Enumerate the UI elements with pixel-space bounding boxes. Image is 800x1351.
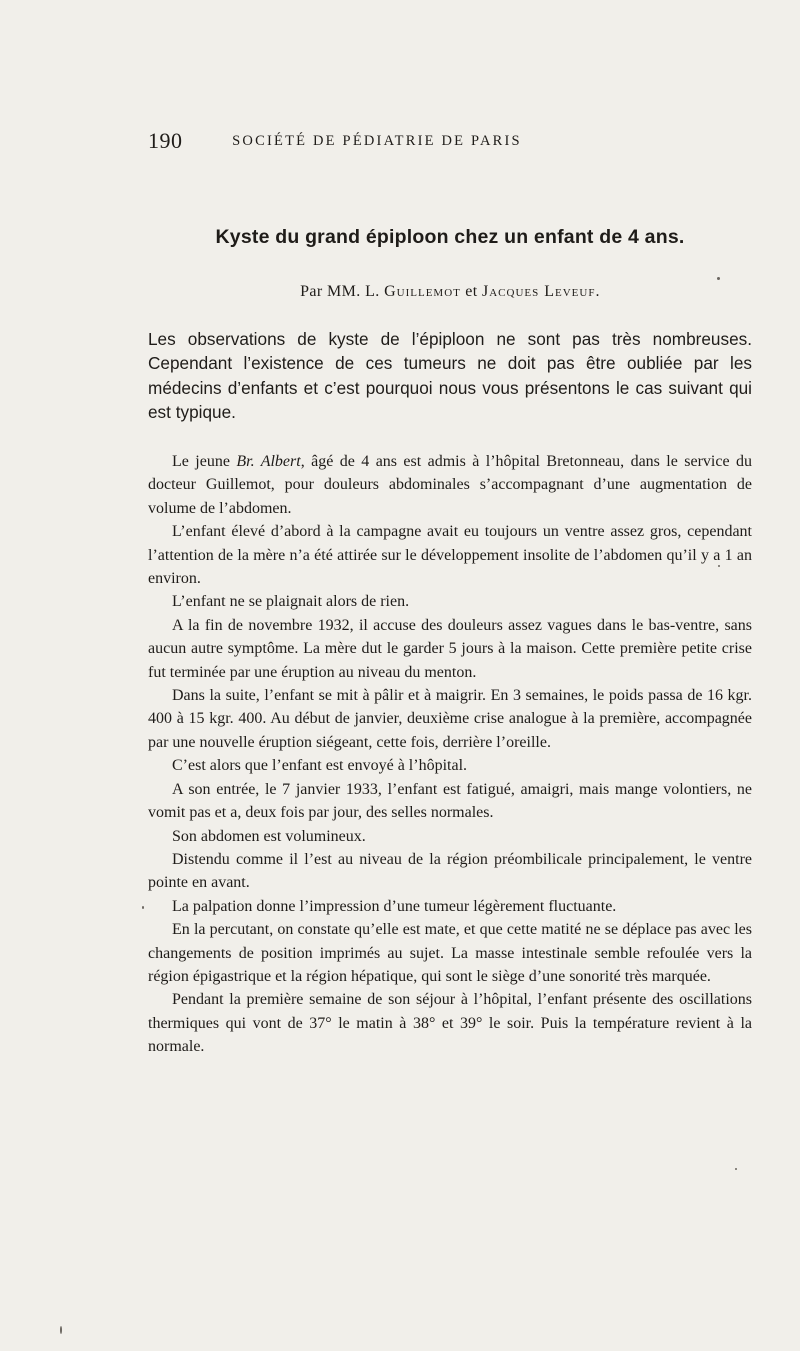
running-head [148,128,606,154]
case-paragraph [148,450,752,520]
case-report [148,450,752,1059]
scan-speck [142,906,144,909]
article-title: Kyste du grand épiploon chez un enfant de 4 ans. [215,226,685,248]
body-paragraph: Dans la suite, l’enfant se mit à pâlir et à maigrir. En 3 semaines, le poids passa de 16 kgr. 400 à 15 kgr. 400. Au début de janvier, deuxième crise analogue à la première, accompagnée par une nouvelle éruption siégeant, cette fois, derrière l’oreille. [148,687,752,751]
byline-suffix: . [595,283,600,300]
page-number: 190 [148,128,183,153]
case-rest: , âgé de 4 ans est admis à l’hôpital Bretonneau, dans le service du docteur Guillemot, pour douleurs abdominales s’accompagnant d’une augmentation de volume de l’abdomen. [148,453,752,517]
scan-speck [735,1168,737,1170]
scan-speck [717,277,720,280]
scan-speck [718,565,720,567]
body-paragraph: A la fin de novembre 1932, il accuse des douleurs assez vagues dans le bas-ventre, sans aucun autre symptôme. La mère dut le garder 5 jours à la maison. Cette première petite crise fut terminée par une éruption au niveau du menton. [148,616,752,681]
author-leveuf: Jacques Leveuf [482,283,596,300]
body-paragraph: En la percutant, on constate qu’elle est mate, et que cette matité ne se déplace pas avec les changements de position imprimés au sujet. La masse intestinale semble refoulée vers la région épigastrique et la région hépatique, qui sont le siège d’une sonorité très marquée. [148,921,752,985]
body-paragraph: L’enfant élevé d’abord à la campagne avait eu toujours un ventre assez gros, cependant l’attention de la mère n’a été attirée sur le développement insolite de l’abdomen qu’il y a 1 an environ. [148,523,752,588]
body-paragraph: A son entrée, le 7 janvier 1933, l’enfant est fatigué, amaigri, mais mange volontiers, ne vomit pas et a, deux fois par jour, des selles normales. [148,780,752,822]
byline [148,283,752,301]
body-paragraph: L’enfant ne se plaignait alors de rien. [172,593,410,611]
body-paragraph: Distendu comme il l’est au niveau de la région préombilicale principalement, le ventre pointe en avant. [148,850,752,892]
intro-paragraph: Les observations de kyste de l’épiploon ne sont pas très nombreuses. Cependant l’existence de ces tumeurs ne doit pas être oubliée par les médecins d’enfants et c’est pourquoi nous vous présentons le cas suivant qui est typique. [148,329,752,422]
body-paragraph: Son abdomen est volumineux. [172,827,366,845]
byline-prefix: Par MM. L. [300,283,385,300]
author-guillemot: Guillemot [384,283,461,300]
scan-speck [60,1326,62,1334]
body-paragraph: La palpation donne l’impression d’une tumeur légèrement fluctuante. [172,897,617,915]
byline-connector: et [460,283,483,300]
patient-name: Br. Albert [236,453,301,470]
body-paragraph: Pendant la première semaine de son séjour à l’hôpital, l’enfant présente des oscillations thermiques qui vont de 37° le matin à 38° et 39° le soir. Puis la température revient à la normale. [148,991,752,1056]
case-lead: Le jeune [172,453,237,470]
body-paragraph: C’est alors que l’enfant est envoyé à l’hôpital. [172,757,468,775]
journal-title: SOCIÉTÉ DE PÉDIATRIE DE PARIS [232,133,522,149]
